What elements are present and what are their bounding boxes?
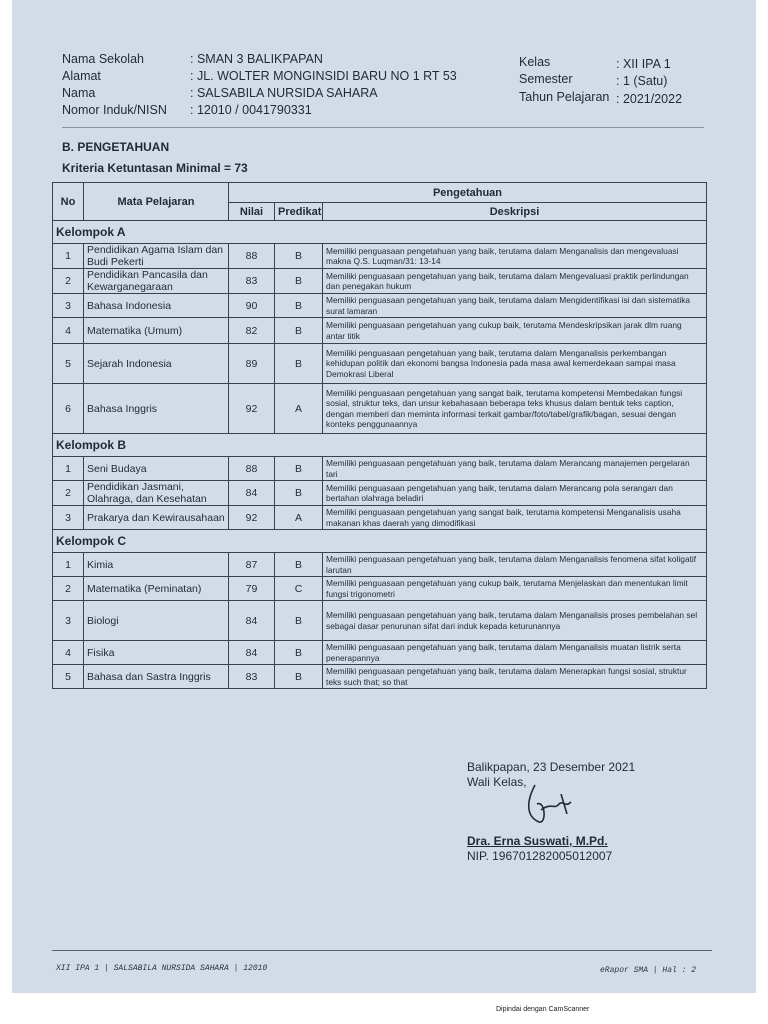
score-cell: 83 xyxy=(229,269,275,294)
score-cell: 89 xyxy=(229,344,275,384)
class-value: : XII IPA 1 xyxy=(616,57,671,71)
group-title: Kelompok C xyxy=(53,530,707,553)
name-label: Nama xyxy=(62,86,96,100)
grades-body xyxy=(53,221,707,689)
grade-cell: A xyxy=(275,384,323,434)
description-cell: Memiliki penguasaan pengetahuan yang baik, terutama dalam Mengidentifikasi isi dan sistematika surat lamaran xyxy=(323,294,707,318)
score-cell: 84 xyxy=(229,481,275,506)
grade-cell: B xyxy=(275,665,323,689)
subject-name: Bahasa dan Sastra Inggris xyxy=(84,665,229,689)
col-score: Nilai xyxy=(229,203,275,221)
scanner-note: Dipindai dengan CamScanner xyxy=(496,1006,590,1013)
subject-name: Bahasa Inggris xyxy=(84,384,229,434)
description-cell: Memiliki penguasaan pengetahuan yang cukup baik, terutama Menjelaskan dan menentukan limit fungsi trigonometri xyxy=(323,577,707,601)
signer-nip: NIP. 196701282005012007 xyxy=(467,849,613,863)
description-cell: Memiliki penguasaan pengetahuan yang baik, terutama dalam Menerapkan fungsi sosial, struktur teks such that; so that xyxy=(323,665,707,689)
description-cell: Memiliki penguasaan pengetahuan yang baik, terutama dalam Menganalisis perkembangan kehidupan politik dan ekonomi bangsa Indonesia pada masa awal kemerdekaan sampai masa Demokrasi Liberal xyxy=(323,344,707,384)
grade-cell: B xyxy=(275,269,323,294)
row-number: 5 xyxy=(53,665,84,689)
row-number: 1 xyxy=(53,553,84,577)
col-knowledge: Pengetahuan xyxy=(229,183,707,203)
col-grade: Predikat xyxy=(275,203,323,221)
subject-name: Seni Budaya xyxy=(84,457,229,481)
name-value: : SALSABILA NURSIDA SAHARA xyxy=(190,86,378,100)
signature-block xyxy=(467,760,635,864)
score-cell: 87 xyxy=(229,553,275,577)
group-title: Kelompok B xyxy=(53,434,707,457)
row-number: 2 xyxy=(53,577,84,601)
row-number: 2 xyxy=(53,269,84,294)
score-cell: 82 xyxy=(229,318,275,344)
description-cell: Memiliki penguasaan pengetahuan yang baik, terutama dalam Menganalisis muatan listrik serta penerapannya xyxy=(323,641,707,665)
row-number: 6 xyxy=(53,384,84,434)
description-cell: Memiliki penguasaan pengetahuan yang baik, terutama dalam Menganalisis dan mengevaluasi makna Q.S. Luqman/31: 13-14 xyxy=(323,244,707,269)
year-label: Tahun Pelajaran xyxy=(519,90,610,104)
nisn-value: : 12010 / 0041790331 xyxy=(190,103,312,117)
grade-cell: B xyxy=(275,601,323,641)
row-number: 4 xyxy=(53,318,84,344)
row-number: 3 xyxy=(53,506,84,530)
address-value: : JL. WOLTER MONGINSIDI BARU NO 1 RT 53 xyxy=(190,69,457,83)
section-title: B. PENGETAHUAN xyxy=(62,140,170,154)
subject-name: Fisika xyxy=(84,641,229,665)
col-no: No xyxy=(53,183,84,221)
header-divider xyxy=(62,127,704,128)
nisn-label: Nomor Induk/NISN xyxy=(62,103,167,117)
table-row xyxy=(53,506,707,530)
subject-name: Prakarya dan Kewirausahaan xyxy=(84,506,229,530)
score-cell: 92 xyxy=(229,384,275,434)
table-row xyxy=(53,641,707,665)
signature-scribble xyxy=(507,780,627,826)
school-label: Nama Sekolah xyxy=(62,52,144,66)
grade-cell: B xyxy=(275,641,323,665)
table-row xyxy=(53,577,707,601)
subject-name: Matematika (Peminatan) xyxy=(84,577,229,601)
table-row xyxy=(53,384,707,434)
description-cell: Memiliki penguasaan pengetahuan yang baik, terutama dalam Menganalisis proses pembelahan sel sebagai dasar penurunan sifat dari induk kepada keturunannya xyxy=(323,601,707,641)
row-number: 2 xyxy=(53,481,84,506)
signer-role: Wali Kelas, xyxy=(467,775,527,789)
group-row xyxy=(53,221,707,244)
table-row xyxy=(53,318,707,344)
grade-cell: A xyxy=(275,506,323,530)
score-cell: 88 xyxy=(229,244,275,269)
subject-name: Pendidikan Jasmani, Olahraga, dan Kesehatan xyxy=(84,481,229,506)
subject-name: Biologi xyxy=(84,601,229,641)
subject-name: Pendidikan Pancasila dan Kewarganegaraan xyxy=(84,269,229,294)
address-label: Alamat xyxy=(62,69,101,83)
score-cell: 83 xyxy=(229,665,275,689)
description-cell: Memiliki penguasaan pengetahuan yang sangat baik, terutama kompetensi Menganalisis usaha makanan khas daerah yang dimodifikasi xyxy=(323,506,707,530)
grade-cell: C xyxy=(275,577,323,601)
row-number: 5 xyxy=(53,344,84,384)
table-row xyxy=(53,457,707,481)
subject-name: Sejarah Indonesia xyxy=(84,344,229,384)
row-number: 4 xyxy=(53,641,84,665)
group-row xyxy=(53,434,707,457)
subject-name: Pendidikan Agama Islam dan Budi Pekerti xyxy=(84,244,229,269)
row-number: 3 xyxy=(53,294,84,318)
footer-left: XII IPA 1 | SALSABILA NURSIDA SAHARA | 12010 xyxy=(56,964,268,973)
year-value: : 2021/2022 xyxy=(616,92,683,106)
footer-divider xyxy=(52,950,712,951)
kkm-label: Kriteria Ketuntasan Minimal = 73 xyxy=(62,161,248,175)
grade-cell: B xyxy=(275,294,323,318)
place-date: Balikpapan, 23 Desember 2021 xyxy=(467,760,636,774)
subject-name: Matematika (Umum) xyxy=(84,318,229,344)
score-cell: 84 xyxy=(229,601,275,641)
score-cell: 84 xyxy=(229,641,275,665)
description-cell: Memiliki penguasaan pengetahuan yang baik, terutama dalam Mengevaluasi praktik perlindungan dan penegakan hukum xyxy=(323,269,707,294)
score-cell: 92 xyxy=(229,506,275,530)
signer-name: Dra. Erna Suswati, M.Pd. xyxy=(467,834,608,848)
table-row xyxy=(53,553,707,577)
row-number: 3 xyxy=(53,601,84,641)
grade-cell: B xyxy=(275,457,323,481)
grade-cell: B xyxy=(275,244,323,269)
group-title: Kelompok A xyxy=(53,221,707,244)
grades-table xyxy=(52,182,707,689)
row-number: 1 xyxy=(53,457,84,481)
group-row xyxy=(53,530,707,553)
score-cell: 79 xyxy=(229,577,275,601)
semester-label: Semester xyxy=(519,72,573,86)
school-value: : SMAN 3 BALIKPAPAN xyxy=(190,52,323,66)
score-cell: 90 xyxy=(229,294,275,318)
grade-cell: B xyxy=(275,481,323,506)
subject-name: Kimia xyxy=(84,553,229,577)
table-row xyxy=(53,481,707,506)
table-row xyxy=(53,294,707,318)
table-row xyxy=(53,601,707,641)
row-number: 1 xyxy=(53,244,84,269)
semester-value: : 1 (Satu) xyxy=(616,74,668,88)
description-cell: Memiliki penguasaan pengetahuan yang baik, terutama dalam Menganalisis fenomena sifat koligatif larutan xyxy=(323,553,707,577)
grade-cell: B xyxy=(275,318,323,344)
description-cell: Memiliki penguasaan pengetahuan yang sangat baik, terutama kompetensi Membedakan fungsi sosial, struktur teks, dan unsur kebahasaan beberapa teks khusus dalam bentuk teks caption, dengan memberi dan meminta informasi terkait gambar/foto/tabel/grafik/bagan, sesuai dengan konteks penggunaannya xyxy=(323,384,707,434)
description-cell: Memiliki penguasaan pengetahuan yang baik, terutama dalam Merancang manajemen pergelaran tari xyxy=(323,457,707,481)
subject-name: Bahasa Indonesia xyxy=(84,294,229,318)
table-row xyxy=(53,244,707,269)
class-label: Kelas xyxy=(519,55,551,69)
footer-right: eRapor SMA | Hal : 2 xyxy=(600,966,697,975)
table-row xyxy=(53,665,707,689)
grade-cell: B xyxy=(275,553,323,577)
col-desc: Deskripsi xyxy=(323,203,707,221)
description-cell: Memiliki penguasaan pengetahuan yang baik, terutama dalam Merancang pola serangan dan bertahan olahraga beladiri xyxy=(323,481,707,506)
grade-cell: B xyxy=(275,344,323,384)
table-row xyxy=(53,344,707,384)
col-subject: Mata Pelajaran xyxy=(84,183,229,221)
description-cell: Memiliki penguasaan pengetahuan yang cukup baik, terutama Mendeskripsikan jarak dlm ruang antar titik xyxy=(323,318,707,344)
score-cell: 88 xyxy=(229,457,275,481)
table-row xyxy=(53,269,707,294)
